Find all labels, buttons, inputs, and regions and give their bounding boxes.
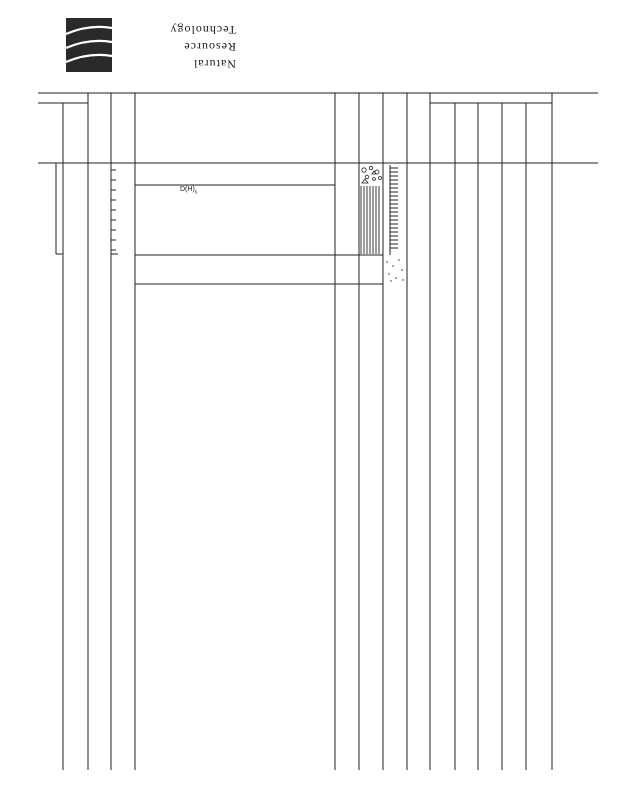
logo-line-1: Natural (193, 57, 236, 71)
logo-line-2: Resource (183, 40, 236, 54)
well-screen (390, 165, 398, 255)
hatch-pattern (361, 186, 379, 254)
stratum-annotation (180, 186, 197, 195)
annotation-text: D(H) (180, 186, 195, 193)
logo-line-3: Technology (169, 23, 236, 37)
sand-pattern (386, 259, 403, 281)
gravel-pattern (362, 166, 382, 183)
annotation-subscript: s (194, 189, 198, 196)
depth-ticks (111, 170, 116, 250)
